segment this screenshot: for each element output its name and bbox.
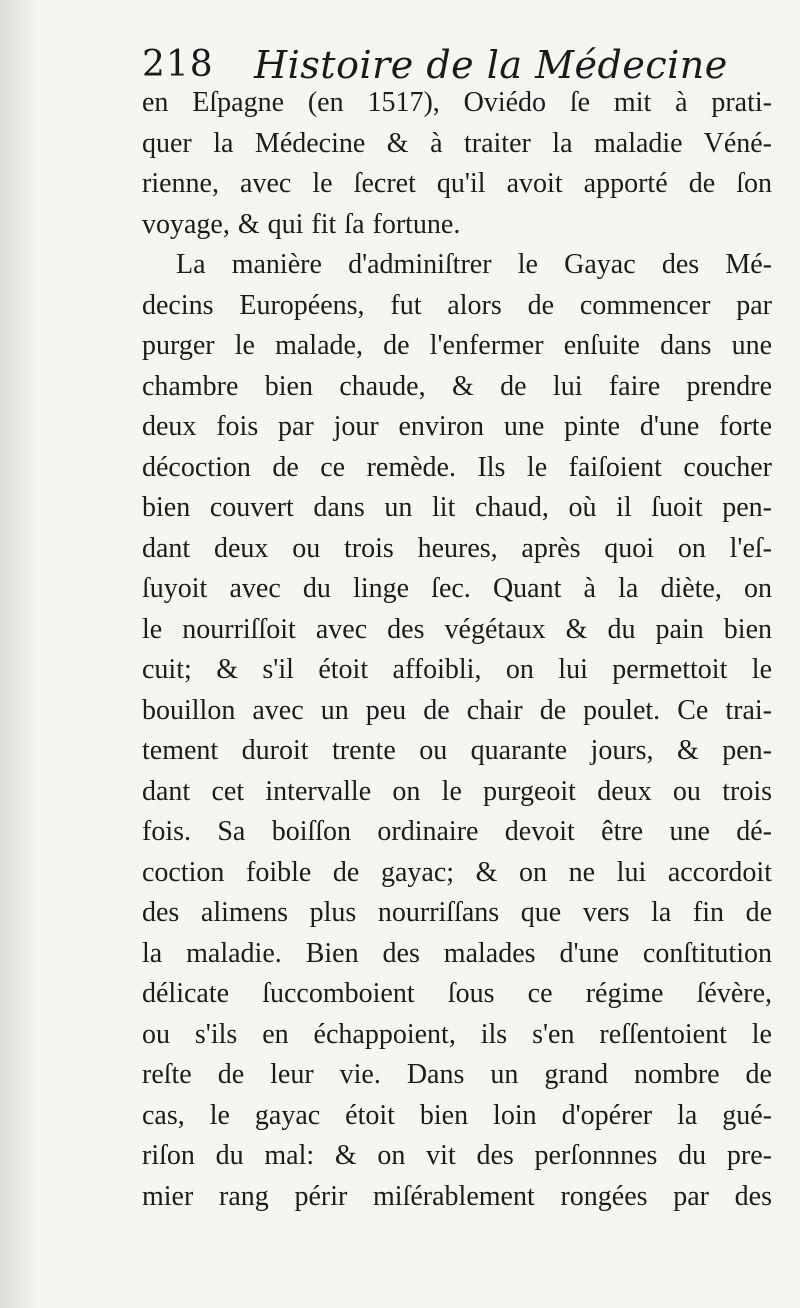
text-line: riſon du mal: & on vit des perſonnnes du pre- (142, 1140, 772, 1171)
text-line: tement duroit trente ou quarante jours, & pen- (142, 735, 772, 766)
text-line: la maladie. Bien des malades d'une conſtitution (142, 937, 772, 969)
text-line: chambre bien chaude, & de lui faire prendre (142, 370, 772, 402)
text-line: fois. Sa boiſſon ordinaire devoit être une dé- (142, 816, 772, 847)
body-text (142, 83, 772, 1217)
text-line: La manière d'adminiſtrer le Gayac des Mé- (176, 249, 772, 280)
text-line: voyage, & qui fit ſa fortune. (142, 208, 461, 240)
text-line: reſte de leur vie. Dans un grand nombre de (142, 1059, 772, 1090)
text-line: dant deux ou trois heures, après quoi on l'eſ- (142, 532, 772, 564)
text-line: quer la Médecine & à traiter la maladie Véné- (142, 127, 772, 159)
page-number: 218 (142, 44, 214, 85)
text-line: dant cet intervalle on le purgeoit deux ou trois (142, 775, 772, 807)
text-line: des alimens plus nourriſſans que vers la fin de (142, 897, 772, 928)
text-line: le nourriſſoit avec des végétaux & du pain bien (142, 613, 772, 645)
text-line: cuit; & s'il étoit affoibli, on lui permettoit le (142, 654, 772, 685)
text-line: bien couvert dans un lit chaud, où il ſuoit pen- (142, 492, 772, 523)
text-line: decins Européens, fut alors de commencer par (142, 289, 772, 321)
text-line: rienne, avec le ſecret qu'il avoit apporté de ſon (142, 168, 772, 199)
text-line: mier rang périr miſérablement rongées par des (142, 1180, 772, 1212)
text-line: décoction de ce remède. Ils le faiſoient coucher (142, 451, 772, 483)
text-line: purger le malade, de l'enfermer enſuite dans une (142, 330, 772, 361)
text-line: en Eſpagne (en 1517), Oviédo ſe mit à prati- (142, 87, 772, 118)
text-line: coction foible de gayac; & on ne lui accordoit (142, 856, 772, 888)
text-line: ou s'ils en échappoient, ils s'en reſſentoient le (142, 1018, 772, 1050)
text-line: délicate ſuccomboient ſous ce régime ſévère, (142, 978, 772, 1009)
text-line: cas, le gayac étoit bien loin d'opérer la gué- (142, 1099, 772, 1131)
text-line: bouillon avec un peu de chair de poulet. Ce trai- (142, 694, 772, 726)
running-title: Histoire de la Médecine (254, 43, 728, 87)
text-line: ſuyoit avec du linge ſec. Quant à la diète, on (142, 573, 772, 604)
text-line: deux fois par jour environ une pinte d'une forte (142, 411, 772, 442)
